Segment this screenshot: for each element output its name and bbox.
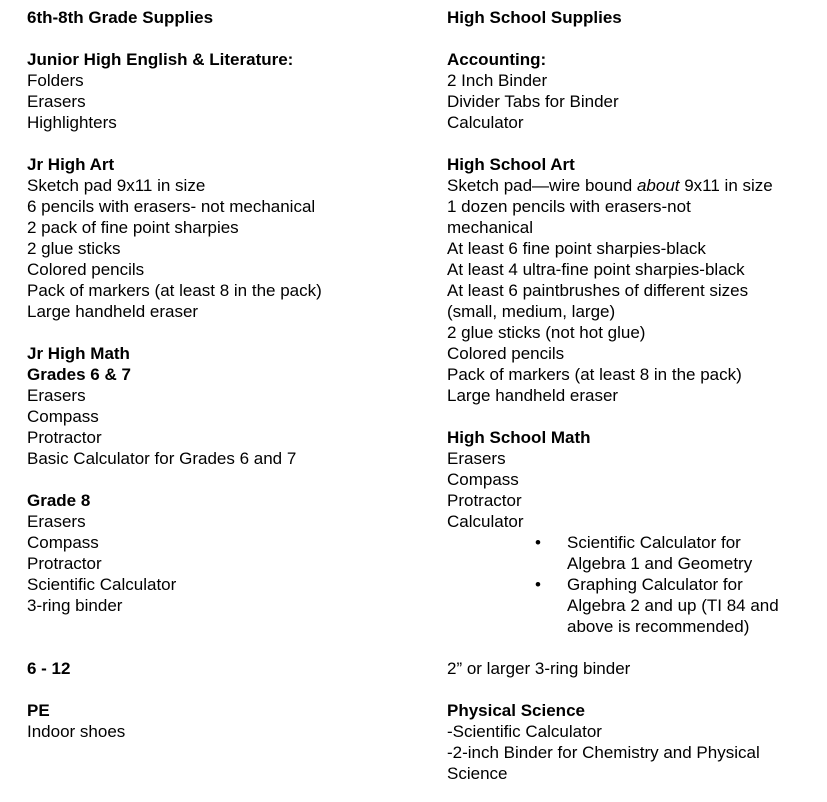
list-item: Large handheld eraser [27, 302, 199, 321]
list-item: Colored pencils [447, 344, 565, 363]
list-item: Scientific Calculator [27, 575, 177, 594]
list-item: Calculator [447, 512, 524, 531]
list-item: 2 glue sticks (not hot glue) [447, 323, 646, 342]
list-item: Calculator [447, 113, 524, 132]
bullet-item: • Graphing Calculator for Algebra 2 and up (TI 84 and above is recommended) [447, 574, 802, 637]
grade-range-heading: 6 - 12 [27, 659, 71, 678]
list-item: -2-inch Binder for Chemistry and Physical Science [447, 743, 760, 783]
list-item: Compass [27, 407, 99, 426]
english-heading: Junior High English & Literature: [27, 50, 294, 69]
junior-high-column [27, 7, 427, 742]
list-item: Protractor [447, 491, 522, 510]
list-item [447, 175, 817, 196]
list-item: Highlighters [27, 113, 117, 132]
list-item: Sketch pad 9x11 in size [27, 176, 206, 195]
junior-high-title: 6th-8th Grade Supplies [27, 8, 214, 27]
list-item: Colored pencils [27, 260, 145, 279]
pe-heading: PE [27, 701, 50, 720]
calculator-bullet-list [447, 532, 817, 637]
list-item: At least 6 fine point sharpies-black [447, 239, 706, 258]
high-school-column [447, 7, 817, 784]
list-item: 2 pack of fine point sharpies [27, 218, 239, 237]
high-school-title: High School Supplies [447, 8, 622, 27]
accounting-heading: Accounting: [447, 50, 547, 69]
list-item: Erasers [27, 386, 86, 405]
hs-art-heading: High School Art [447, 155, 575, 174]
list-item: Protractor [27, 428, 102, 447]
list-item: Compass [447, 470, 519, 489]
list-item: Basic Calculator for Grades 6 and 7 [27, 449, 297, 468]
list-item: Compass [27, 533, 99, 552]
list-item: At least 6 paintbrushes of different sizes (small, medium, large) [447, 281, 749, 321]
list-item: Pack of markers (at least 8 in the pack) [27, 281, 322, 300]
list-item: Pack of markers (at least 8 in the pack) [447, 365, 742, 384]
list-item: 2 Inch Binder [447, 71, 548, 90]
hs-math-heading: High School Math [447, 428, 591, 447]
list-item: Protractor [27, 554, 102, 573]
physical-science-heading: Physical Science [447, 701, 585, 720]
list-item: 2 glue sticks [27, 239, 121, 258]
sketch-pad-text: Sketch pad—wire bound [447, 176, 637, 195]
list-item: Indoor shoes [27, 722, 126, 741]
jr-math-heading: Jr High Math [27, 344, 130, 363]
sketch-pad-size: 9x11 in size [679, 176, 773, 195]
list-item: 1 dozen pencils with erasers-not mechanical [447, 197, 691, 237]
list-item: Large handheld eraser [447, 386, 619, 405]
list-item: Erasers [447, 449, 506, 468]
list-item: Divider Tabs for Binder [447, 92, 619, 111]
grade8-heading: Grade 8 [27, 491, 91, 510]
sketch-pad-emphasis: about [636, 176, 680, 195]
binder-note: 2” or larger 3-ring binder [447, 659, 631, 678]
jr-math-subheading: Grades 6 & 7 [27, 365, 131, 384]
list-item: -Scientific Calculator [447, 722, 602, 741]
list-item: 6 pencils with erasers- not mechanical [27, 197, 316, 216]
list-item: 3-ring binder [27, 596, 123, 615]
list-item: Erasers [27, 512, 86, 531]
list-item: At least 4 ultra-fine point sharpies-black [447, 260, 745, 279]
jr-art-heading: Jr High Art [27, 155, 115, 174]
list-item: Erasers [27, 92, 86, 111]
list-item: Folders [27, 71, 84, 90]
bullet-item: • Scientific Calculator for Algebra 1 and Geometry [447, 532, 797, 574]
